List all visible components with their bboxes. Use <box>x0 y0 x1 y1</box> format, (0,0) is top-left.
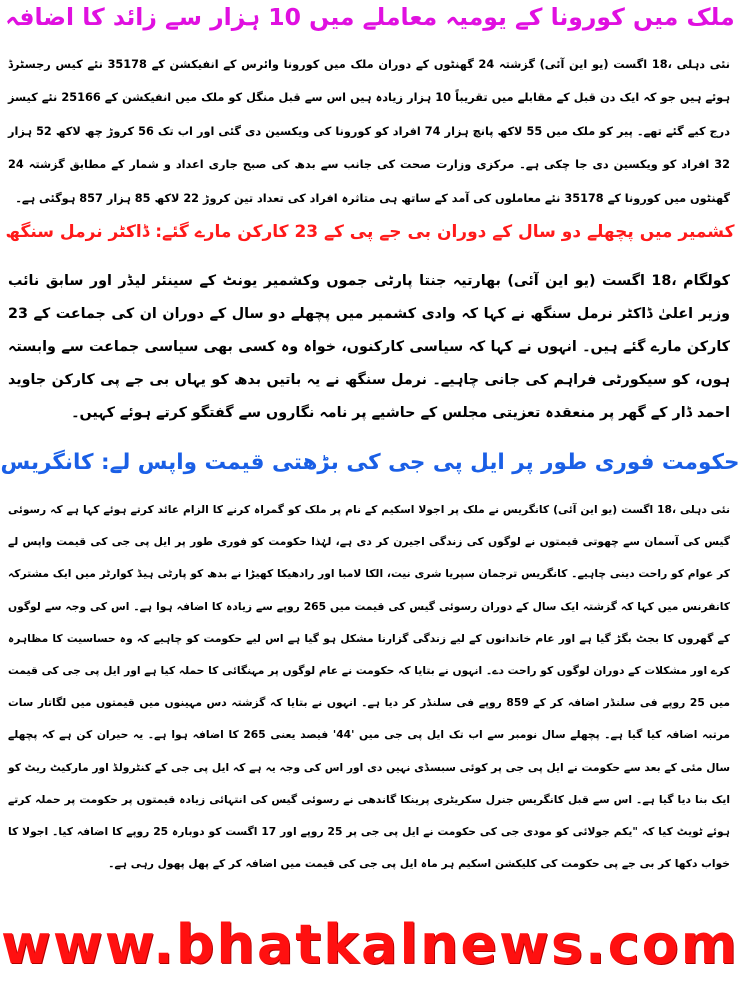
article-body-corona-cases: نئی دہلی ،18 اگست (یو این آئی) گزشتہ 24 گھنٹوں کے دوران ملک میں کورونا وائرس کے انفیکشن کے 35178 نئے کیس رجسٹرڈ ہوئے ہیں جو کہ ایک دن قبل کے مقابلے میں تقریباً 10 ہزار زیادہ ہیں اس سے قبل منگل کو ملک میں انفیکشن کے 25166 نئے کیسز درج کیے گئے تھے۔ پیر کو ملک میں 55 لاکھ پانچ ہزار 74 افراد کو کورونا کی ویکسین دی گئی اور اب تک 56 کروڑ چھ لاکھ 52 ہزار 32 افراد کو ویکسین دی جا چکی ہے۔ مرکزی وزارت صحت کی جانب سے بدھ کی صبح جاری اعداد و شمار کے مطابق گزشتہ 24 گھنٹوں میں کورونا کے 35178 نئے معاملوں کی آمد کے ساتھ ہی متاثرہ افراد کی تعداد تین کروڑ 22 لاکھ 85 ہزار 857 ہوگئی ہے۔ <box>8 58 731 205</box>
headline-lpg-price-congress: حکومت فوری طور پر ایل پی جی کی بڑھتی قیمت واپس لے: کانگریس <box>0 450 740 475</box>
headline-kashmir-bjp-workers: کشمیر میں پچھلے دو سال کے دوران بی جے پی کے 23 کارکن مارے گئے: ڈاکٹر نرمل سنگھ <box>5 222 735 242</box>
headline-corona-cases: ملک میں کورونا کے یومیہ معاملے میں 10 ہزار سے زائد کا اضافہ <box>5 3 735 31</box>
site-url-watermark: www.bhatkalnews.com <box>1 913 739 976</box>
article-body-kashmir-bjp-workers: کولگام ،18 اگست (یو این آئی) بھارتیہ جنتا پارٹی جموں وکشمیر یونٹ کے سینئر لیڈر اور سابق نائب وزیر اعلیٰ ڈاکٹر نرمل سنگھ نے کہا کہ وادی کشمیر میں پچھلے دو سال کے دوران ان کی جماعت کے 23 کارکن مارے گئے ہیں۔ انہوں نے کہا کہ سیاسی کارکنوں، خواہ وہ کسی بھی سیاسی جماعت سے وابستہ ہوں، کو سیکورٹی فراہم کی جانی چاہیے۔ نرمل سنگھ نے یہ باتیں بدھ کو یہاں بی جے پی کارکن جاوید احمد ڈار کے گھر پر منعقدہ تعزیتی مجلس کے حاشیے پر نامہ نگاروں سے گفتگو کرتے ہوئے کہیں۔ <box>8 273 730 421</box>
article-body-lpg-price-congress: نئی دہلی ،18 اگست (یو این آئی) کانگریس نے ملک پر اجولا اسکیم کے نام پر ملک کو گمراہ کرنے کا الزام عائد کرتے ہوئے کہا ہے کہ رسوئی گیس کی آسمان سے چھوتی قیمتوں نے لوگوں کی زندگی اجیرن کر دی ہے، لہٰذا حکومت کو فوری طور پر ایل پی جی کی قیمت واپس لے کر عوام کو راحت دینی چاہیے۔ کانگریس ترجمان سپریا شری نیت، الکا لامبا اور رادھیکا کھیڑا نے بدھ کو پارٹی ہیڈ کوارٹر میں ایک مشترکہ کانفرنس میں کہا کہ گزشتہ ایک سال کے دوران رسوئی گیس کی قیمت میں 265 روپے سے زیادہ کا اضافہ ہوا ہے۔ اس کی وجہ سے لوگوں کے گھروں کا بجٹ بگڑ گیا ہے اور عام خاندانوں کے لیے زندگی گزارنا مشکل ہو گیا ہے اس لیے حکومت کو چاہیے کہ وہ حساسیت کا مظاہرہ کرے اور مشکلات کے دوران لوگوں کو راحت دے۔ انہوں نے بتایا کہ حکومت نے عام لوگوں پر مہنگائی کا حملہ کیا ہے اور ایل پی جی کی قیمت میں 25 روپے فی سلنڈر اضافہ کر کے 859 روپے فی سلنڈر کر دیا ہے۔ انہوں نے بتایا کہ گزشتہ دس مہینوں میں قیمتوں میں لگاتار سات مرتبہ اضافہ کیا گیا ہے۔ پچھلے سال نومبر سے اب تک ایل پی جی میں '44' فیصد یعنی 265 کا اضافہ ہوا ہے۔ یہ حیران کن ہے کہ پچھلے سال مئی کے بعد سے حکومت نے ایل پی جی پر کوئی سبسڈی نہیں دی اور اس کی وجہ یہ ہے کہ ایل پی جی کے کنٹرولڈ اور مارکیٹ ریٹ کو ایک بنا دیا گیا ہے۔ اس سے قبل کانگریس جنرل سکریٹری پرینکا گاندھی نے رسوئی گیس کی انتہائی زیادہ قیمتوں پر حکومت پر حملہ کرتے ہوئے ٹویٹ کیا کہ "یکم جولائی کو مودی جی کی حکومت نے ایل پی جی پر 25 روپے اور 17 اگست کو دوبارہ 25 روپے کا اضافہ کیا۔ اجولا کا خواب دکھا کر بی جے پی حکومت کی کلیکشن اسکیم ہر ماہ ایل پی جی کی قیمت میں اضافہ کر کے پھل پھول رہی ہے۔ <box>8 503 731 871</box>
